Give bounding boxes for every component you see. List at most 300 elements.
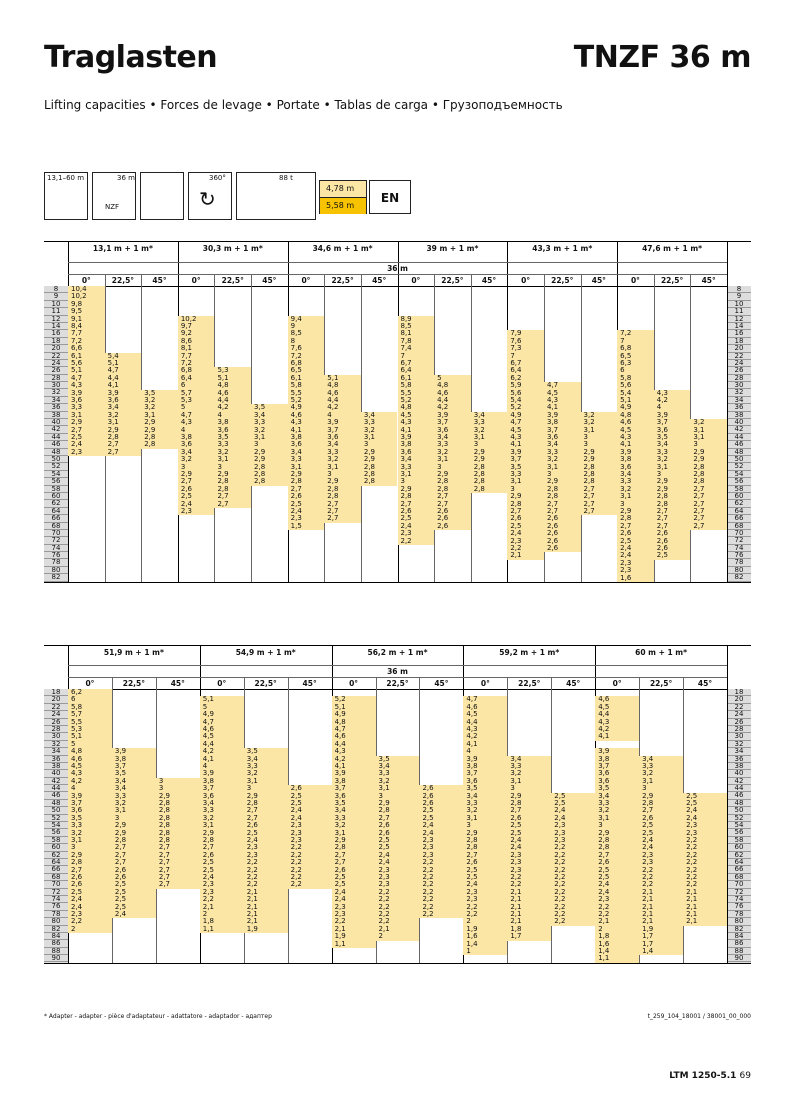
capacity-cell: 2,3 bbox=[376, 881, 420, 888]
capacity-cell: 2,7 bbox=[214, 493, 251, 500]
capacity-cell: 2,5 bbox=[332, 881, 376, 888]
radius-label: 78 bbox=[44, 559, 68, 566]
radius-column-left bbox=[44, 689, 68, 963]
capacity-cell: 4 bbox=[463, 748, 507, 755]
capacity-cell: 2,7 bbox=[639, 807, 683, 814]
capacity-cell: 3 bbox=[581, 441, 618, 448]
capacity-cell: 1,9 bbox=[332, 933, 376, 940]
group-header: 47,6 m + 1 m* bbox=[642, 244, 703, 253]
capacity-cell: 3,2 bbox=[178, 456, 215, 463]
capacity-cell: 2,7 bbox=[690, 508, 727, 515]
capacity-cell: 4,9 bbox=[507, 412, 544, 419]
radius-label: 72 bbox=[727, 537, 751, 544]
capacity-cell: 3,2 bbox=[463, 807, 507, 814]
capacity-cell: 2,7 bbox=[112, 852, 156, 859]
capacity-cell: 3,3 bbox=[288, 456, 325, 463]
capacity-cell: 2,8 bbox=[690, 464, 727, 471]
capacity-cell: 4,9 bbox=[332, 711, 376, 718]
capacity-cell: 2,8 bbox=[654, 493, 691, 500]
capacity-cell: 2,2 bbox=[244, 859, 288, 866]
capacity-cell: 2,6 bbox=[544, 530, 581, 537]
radius-label: 52 bbox=[44, 815, 68, 822]
capacity-cell: 3,9 bbox=[507, 449, 544, 456]
capacity-cell: 3 bbox=[112, 815, 156, 822]
capacity-cell: 2,9 bbox=[251, 449, 288, 456]
capacity-cell: 2,2 bbox=[419, 904, 463, 911]
capacity-cell: 3,3 bbox=[324, 449, 361, 456]
capacity-cell: 2,5 bbox=[419, 815, 463, 822]
capacity-cell: 1,9 bbox=[244, 926, 288, 933]
capacity-cell: 4,1 bbox=[105, 382, 142, 389]
capacity-cell: 2,8 bbox=[690, 478, 727, 485]
capacity-cell: 2,2 bbox=[288, 867, 332, 874]
capacity-cell: 2,6 bbox=[507, 815, 551, 822]
capacity-cell: 2,3 bbox=[376, 874, 420, 881]
capacity-cell: 4,3 bbox=[654, 390, 691, 397]
capacity-cell: 4,3 bbox=[68, 770, 112, 777]
ballast-icon: 88 t bbox=[236, 172, 316, 220]
capacity-cell: 3,3 bbox=[434, 441, 471, 448]
capacity-cell: 3,8 bbox=[544, 419, 581, 426]
radius-label: 50 bbox=[727, 456, 751, 463]
capacity-cell: 2,9 bbox=[105, 427, 142, 434]
capacity-cell: 3,8 bbox=[214, 419, 251, 426]
capacity-cell: 2,4 bbox=[419, 822, 463, 829]
capacity-cell: 2,9 bbox=[376, 800, 420, 807]
capacity-cell: 7,2 bbox=[288, 353, 325, 360]
capacity-cell: 2,5 bbox=[617, 538, 654, 545]
capacity-cell: 3,9 bbox=[112, 748, 156, 755]
capacity-cell: 2,8 bbox=[471, 464, 508, 471]
capacity-cell: 2,9 bbox=[112, 830, 156, 837]
capacity-cell: 3,2 bbox=[141, 397, 178, 404]
capacity-cell: 2,7 bbox=[463, 852, 507, 859]
group-header: 60 m + 1 m* bbox=[635, 648, 688, 657]
capacity-cell: 1,7 bbox=[639, 941, 683, 948]
capacity-cell: 2,7 bbox=[581, 486, 618, 493]
capacity-cell: 2,4 bbox=[288, 807, 332, 814]
capacity-cell: 3,5 bbox=[244, 748, 288, 755]
radius-label: 46 bbox=[727, 792, 751, 799]
capacity-cell: 2,6 bbox=[507, 515, 544, 522]
capacity-cell: 2,2 bbox=[376, 889, 420, 896]
capacity-cell: 3,2 bbox=[690, 419, 727, 426]
capacity-cell: 7,2 bbox=[178, 360, 215, 367]
capacity-cell: 4,3 bbox=[595, 719, 639, 726]
capacity-cell: 3,6 bbox=[332, 793, 376, 800]
capacity-cell: 2,5 bbox=[332, 874, 376, 881]
capacity-cell: 6,8 bbox=[288, 360, 325, 367]
radius-label: 38 bbox=[44, 763, 68, 770]
capacity-cell: 5,1 bbox=[324, 375, 361, 382]
capacity-cell: 2,9 bbox=[471, 456, 508, 463]
capacity-cell: 2,6 bbox=[288, 493, 325, 500]
capacity-cell: 3 bbox=[463, 822, 507, 829]
capacity-cell: 8,5 bbox=[288, 330, 325, 337]
capacity-cell: 2,4 bbox=[68, 441, 105, 448]
capacity-cell: 3,1 bbox=[581, 427, 618, 434]
capacity-cell: 2,6 bbox=[434, 508, 471, 515]
radius-label: 66 bbox=[44, 515, 68, 522]
capacity-cell: 3,8 bbox=[288, 434, 325, 441]
radius-label: 32 bbox=[44, 741, 68, 748]
capacity-cell: 2,9 bbox=[324, 478, 361, 485]
radius-label: 42 bbox=[44, 426, 68, 433]
capacity-cell: 2,1 bbox=[507, 552, 544, 559]
radius-label: 52 bbox=[727, 815, 751, 822]
header-divider bbox=[68, 262, 727, 263]
radius-column-right bbox=[727, 689, 751, 963]
capacity-cell: 3 bbox=[251, 441, 288, 448]
capacity-cell: 2,6 bbox=[200, 852, 244, 859]
radius-label: 38 bbox=[44, 412, 68, 419]
capacity-cell: 3,6 bbox=[544, 434, 581, 441]
capacity-cell: 2,3 bbox=[639, 859, 683, 866]
capacity-cell: 8,6 bbox=[178, 338, 215, 345]
capacity-cell: 4,6 bbox=[595, 696, 639, 703]
capacity-cell: 5,2 bbox=[398, 397, 435, 404]
radius-label: 60 bbox=[727, 493, 751, 500]
capacity-cell: 3,3 bbox=[68, 822, 112, 829]
angle-header: 22,5° bbox=[221, 276, 244, 285]
angle-header: 22,5° bbox=[649, 679, 673, 688]
capacity-cell: 3,6 bbox=[200, 793, 244, 800]
group-header: 30,3 m + 1 m* bbox=[202, 244, 263, 253]
group-divider bbox=[727, 645, 728, 963]
radius-label: 82 bbox=[44, 574, 68, 581]
capacity-cell: 2,8 bbox=[463, 844, 507, 851]
capacity-cell: 3,4 bbox=[434, 434, 471, 441]
capacity-cell: 2,8 bbox=[156, 837, 200, 844]
capacity-cell: 2,8 bbox=[156, 830, 200, 837]
capacity-cell: 4,8 bbox=[434, 382, 471, 389]
radius-label: 30 bbox=[727, 382, 751, 389]
capacity-cell: 2,1 bbox=[244, 904, 288, 911]
capacity-cell: 4,6 bbox=[463, 704, 507, 711]
angle-header: 0° bbox=[411, 276, 421, 285]
capacity-cell: 3,8 bbox=[617, 456, 654, 463]
capacity-cell: 3 bbox=[690, 441, 727, 448]
capacity-cell: 2,1 bbox=[244, 889, 288, 896]
capacity-cell: 3,9 bbox=[434, 412, 471, 419]
capacity-cell: 3,4 bbox=[332, 807, 376, 814]
capacity-cell: 2 bbox=[376, 933, 420, 940]
capacity-cell: 3,2 bbox=[112, 800, 156, 807]
capacity-cell: 2,4 bbox=[551, 815, 595, 822]
capacity-cell: 2,5 bbox=[507, 822, 551, 829]
capacity-cell: 5,8 bbox=[617, 375, 654, 382]
capacity-cell: 2,9 bbox=[361, 449, 398, 456]
capacity-cell: 2,9 bbox=[178, 471, 215, 478]
radius-column-left bbox=[44, 286, 68, 582]
capacity-cell: 4,9 bbox=[617, 404, 654, 411]
capacity-cell: 2,2 bbox=[398, 538, 435, 545]
capacity-cell: 2,1 bbox=[639, 904, 683, 911]
capacity-cell: 3,5 bbox=[68, 815, 112, 822]
boom-icon: 13,1–60 m bbox=[44, 172, 88, 220]
capacity-cell: 2,6 bbox=[463, 859, 507, 866]
capacity-cell: 2,5 bbox=[68, 889, 112, 896]
capacity-cell: 2,2 bbox=[551, 904, 595, 911]
capacity-cell: 1,6 bbox=[595, 941, 639, 948]
capacity-cell: 2,3 bbox=[68, 449, 105, 456]
capacity-cell: 2,3 bbox=[68, 911, 112, 918]
radius-label: 90 bbox=[727, 955, 751, 962]
capacity-cell: 2,5 bbox=[595, 874, 639, 881]
radius-label: 88 bbox=[727, 948, 751, 955]
capacity-cell: 3,1 bbox=[200, 822, 244, 829]
capacity-cell: 3,3 bbox=[639, 763, 683, 770]
capacity-cell: 2,7 bbox=[112, 859, 156, 866]
radius-label: 52 bbox=[44, 463, 68, 470]
capacity-cell: 3,1 bbox=[463, 815, 507, 822]
capacity-cell: 4,1 bbox=[463, 741, 507, 748]
capacity-cell: 3,3 bbox=[471, 419, 508, 426]
capacity-cell: 2,6 bbox=[332, 867, 376, 874]
capacity-cell: 8,4 bbox=[68, 323, 105, 330]
capacity-cell: 2,3 bbox=[617, 560, 654, 567]
capacity-cell: 3,2 bbox=[68, 830, 112, 837]
capacity-cell: 2,5 bbox=[639, 822, 683, 829]
radius-label: 40 bbox=[727, 419, 751, 426]
capacity-cell: 1,4 bbox=[463, 941, 507, 948]
capacity-cell: 3,3 bbox=[544, 449, 581, 456]
capacity-cell: 3,5 bbox=[463, 785, 507, 792]
capacity-cell: 2,9 bbox=[595, 830, 639, 837]
radius-label: 42 bbox=[727, 426, 751, 433]
capacity-cell: 3,2 bbox=[639, 770, 683, 777]
capacity-cell: 4,7 bbox=[105, 367, 142, 374]
capacity-cell: 4,2 bbox=[68, 778, 112, 785]
capacity-cell: 3,9 bbox=[595, 748, 639, 755]
angle-header: 45° bbox=[152, 276, 167, 285]
capacity-cell: 2,6 bbox=[434, 523, 471, 530]
capacity-cell: 5,7 bbox=[178, 390, 215, 397]
footnote: * Adapter - adapter - pièce d'adaptateur - adattatore - adaptador - адаптер bbox=[44, 1013, 272, 1020]
group-header: 54,9 m + 1 m* bbox=[235, 648, 296, 657]
capacity-cell: 3,7 bbox=[463, 770, 507, 777]
capacity-cell: 5,1 bbox=[68, 733, 112, 740]
capacity-cell: 3,1 bbox=[332, 830, 376, 837]
capacity-cell: 2,8 bbox=[471, 478, 508, 485]
capacity-cell: 3 bbox=[544, 471, 581, 478]
capacity-cell: 2,4 bbox=[507, 837, 551, 844]
capacity-cell: 2,2 bbox=[683, 859, 727, 866]
capacity-cell: 4 bbox=[200, 763, 244, 770]
capacity-cell: 10,4 bbox=[68, 286, 105, 293]
capacity-cell: 3,2 bbox=[105, 412, 142, 419]
radius-label: 9 bbox=[44, 293, 68, 300]
capacity-cell: 4,5 bbox=[595, 704, 639, 711]
capacity-cell: 3 bbox=[68, 844, 112, 851]
capacity-cell: 2,1 bbox=[683, 904, 727, 911]
radius-label: 76 bbox=[727, 903, 751, 910]
capacity-cell: 1,1 bbox=[595, 955, 639, 962]
capacity-cell: 2,4 bbox=[507, 530, 544, 537]
capacity-cell: 4 bbox=[654, 404, 691, 411]
capacity-cell: 2,6 bbox=[654, 538, 691, 545]
capacity-cell: 2,6 bbox=[68, 874, 112, 881]
radius-label: 82 bbox=[727, 574, 751, 581]
radius-label: 64 bbox=[727, 859, 751, 866]
capacity-cell: 2,2 bbox=[244, 881, 288, 888]
capacity-cell: 4,2 bbox=[332, 756, 376, 763]
capacity-cell: 2,9 bbox=[654, 478, 691, 485]
capacity-cell: 3,7 bbox=[434, 419, 471, 426]
angle-header: 0° bbox=[480, 679, 490, 688]
capacity-cell: 2,3 bbox=[507, 538, 544, 545]
capacity-cell: 5,1 bbox=[617, 397, 654, 404]
capacity-cell: 4,4 bbox=[324, 397, 361, 404]
capacity-cell: 3,3 bbox=[463, 800, 507, 807]
capacity-cell: 2,2 bbox=[507, 881, 551, 888]
capacity-cell: 2,8 bbox=[156, 815, 200, 822]
capacity-cell: 3,4 bbox=[244, 756, 288, 763]
capacity-cell: 2,9 bbox=[463, 830, 507, 837]
capacity-cell: 2 bbox=[595, 926, 639, 933]
capacity-cell: 3,3 bbox=[332, 815, 376, 822]
capacity-cell: 2,7 bbox=[112, 844, 156, 851]
capacity-cell: 4,2 bbox=[324, 404, 361, 411]
radius-label: 40 bbox=[44, 419, 68, 426]
capacity-cell: 3,4 bbox=[361, 412, 398, 419]
radius-label: 60 bbox=[44, 844, 68, 851]
radius-label: 44 bbox=[727, 785, 751, 792]
capacity-cell: 3,3 bbox=[507, 471, 544, 478]
capacity-cell: 2 bbox=[200, 911, 244, 918]
radius-label: 74 bbox=[727, 545, 751, 552]
capacity-cell: 2,5 bbox=[68, 434, 105, 441]
capacity-cell: 6,5 bbox=[288, 367, 325, 374]
capacity-cell: 2,2 bbox=[639, 867, 683, 874]
radius-label: 44 bbox=[727, 434, 751, 441]
capacity-cell: 3,8 bbox=[332, 778, 376, 785]
capacity-cell: 2,2 bbox=[507, 545, 544, 552]
capacity-cell: 2,7 bbox=[398, 501, 435, 508]
capacity-cell: 2,1 bbox=[244, 911, 288, 918]
radius-label: 46 bbox=[44, 441, 68, 448]
radius-label: 14 bbox=[44, 323, 68, 330]
capacity-cell: 4,3 bbox=[507, 434, 544, 441]
capacity-cell: 2,9 bbox=[507, 493, 544, 500]
capacity-cell: 4,1 bbox=[617, 441, 654, 448]
capacity-cell: 2,9 bbox=[332, 837, 376, 844]
capacity-cell: 2,3 bbox=[332, 904, 376, 911]
capacity-cell: 2,6 bbox=[419, 785, 463, 792]
capacity-cell: 3,1 bbox=[639, 778, 683, 785]
capacity-cell: 2,6 bbox=[398, 508, 435, 515]
capacity-cell: 2,5 bbox=[376, 837, 420, 844]
capacity-cell: 8,5 bbox=[398, 323, 435, 330]
capacity-cell: 3 bbox=[214, 464, 251, 471]
capacity-cell: 2,2 bbox=[639, 881, 683, 888]
capacity-cell: 2,5 bbox=[200, 867, 244, 874]
capacity-cell: 2,2 bbox=[551, 852, 595, 859]
capacity-cell: 2,5 bbox=[507, 830, 551, 837]
capacity-cell: 2,1 bbox=[507, 918, 551, 925]
capacity-cell: 5 bbox=[68, 741, 112, 748]
group-header: 51,9 m + 1 m* bbox=[103, 648, 164, 657]
capacity-cell: 2,7 bbox=[324, 508, 361, 515]
radius-label: 14 bbox=[727, 323, 751, 330]
capacity-cell: 3,2 bbox=[200, 815, 244, 822]
capacity-cell: 5,2 bbox=[332, 696, 376, 703]
capacity-cell: 3 bbox=[507, 486, 544, 493]
capacity-cell: 8,1 bbox=[178, 345, 215, 352]
capacity-cell: 2,2 bbox=[200, 896, 244, 903]
capacity-cell: 3,8 bbox=[595, 756, 639, 763]
radius-label: 36 bbox=[44, 404, 68, 411]
radius-label: 26 bbox=[44, 367, 68, 374]
capacity-cell: 2,7 bbox=[105, 449, 142, 456]
capacity-cell: 4,5 bbox=[68, 763, 112, 770]
radius-label: 70 bbox=[44, 881, 68, 888]
capacity-cell: 9,1 bbox=[68, 316, 105, 323]
capacity-cell: 2,3 bbox=[507, 859, 551, 866]
radius-label: 62 bbox=[44, 852, 68, 859]
capacity-cell: 4,8 bbox=[68, 748, 112, 755]
capacity-cell: 2,7 bbox=[156, 867, 200, 874]
capacity-cell: 2,2 bbox=[463, 904, 507, 911]
capacity-cell: 5,2 bbox=[507, 404, 544, 411]
capacity-cell: 3,9 bbox=[544, 412, 581, 419]
capacity-cell: 2,7 bbox=[654, 523, 691, 530]
capacity-cell: 3,1 bbox=[214, 456, 251, 463]
capacity-cell: 2,3 bbox=[463, 889, 507, 896]
capacity-cell: 2,1 bbox=[507, 889, 551, 896]
capacity-cell: 4,4 bbox=[214, 397, 251, 404]
angle-header: 45° bbox=[591, 276, 606, 285]
capacity-cell: 1,8 bbox=[200, 918, 244, 925]
capacity-cell: 2,8 bbox=[434, 486, 471, 493]
capacity-cell: 3,8 bbox=[178, 434, 215, 441]
capacity-cell: 2,2 bbox=[288, 874, 332, 881]
radius-label: 86 bbox=[727, 940, 751, 947]
radius-label: 32 bbox=[727, 741, 751, 748]
capacity-cell: 2,8 bbox=[595, 837, 639, 844]
capacity-cell: 2,6 bbox=[288, 785, 332, 792]
capacity-cell: 3,2 bbox=[434, 449, 471, 456]
group-header: 34,6 m + 1 m* bbox=[312, 244, 373, 253]
capacity-cell: 9,2 bbox=[178, 330, 215, 337]
capacity-cell: 4,7 bbox=[332, 726, 376, 733]
capacity-cell: 2,8 bbox=[471, 486, 508, 493]
capacity-cell: 10,2 bbox=[68, 293, 105, 300]
radius-label: 76 bbox=[44, 903, 68, 910]
radius-label: 74 bbox=[44, 896, 68, 903]
radius-label: 44 bbox=[44, 785, 68, 792]
capacity-cell: 3,8 bbox=[398, 441, 435, 448]
capacity-cell: 2,2 bbox=[551, 889, 595, 896]
radius-label: 76 bbox=[44, 552, 68, 559]
capacity-cell: 2,2 bbox=[244, 874, 288, 881]
capacity-cell: 3,4 bbox=[544, 441, 581, 448]
radius-label: 24 bbox=[44, 711, 68, 718]
capacity-cell: 3,6 bbox=[595, 778, 639, 785]
capacity-cell: 2,2 bbox=[639, 874, 683, 881]
capacity-cell: 3,8 bbox=[200, 778, 244, 785]
capacity-cell: 3,5 bbox=[251, 404, 288, 411]
capacity-cell: 5,6 bbox=[507, 390, 544, 397]
capacity-cell: 2,1 bbox=[507, 904, 551, 911]
capacity-cell: 4,8 bbox=[214, 382, 251, 389]
capacity-cell: 2,8 bbox=[214, 486, 251, 493]
capacity-cell: 4,4 bbox=[434, 397, 471, 404]
radius-label: 42 bbox=[44, 778, 68, 785]
capacity-cell: 3,5 bbox=[595, 785, 639, 792]
radius-label: 68 bbox=[727, 523, 751, 530]
capacity-cell: 3,2 bbox=[244, 770, 288, 777]
